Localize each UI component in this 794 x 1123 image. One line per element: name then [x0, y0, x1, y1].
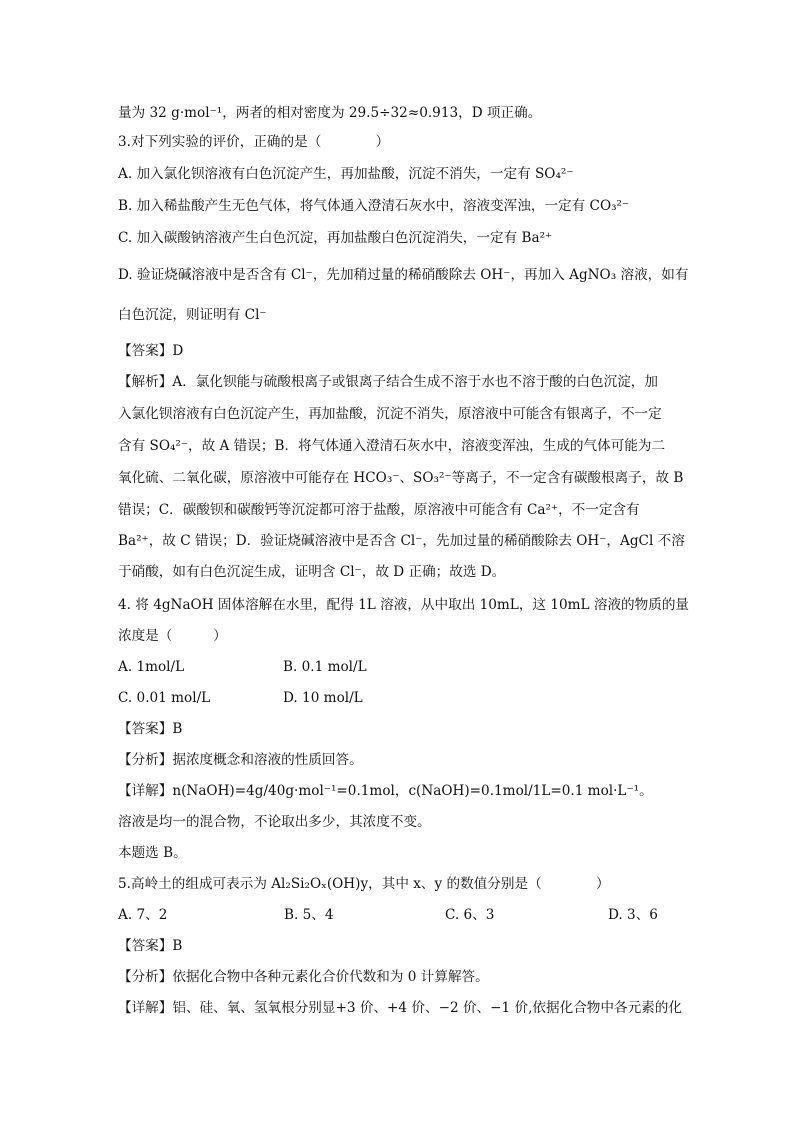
conclusion-line: 本题选 B。 — [118, 845, 187, 861]
explanation-line: 【解析】A．氯化钡能与硫酸根离子或银离子结合生成不溶于水也不溶于酸的白色沉淀，加 — [118, 374, 658, 390]
explanation-line: 错误；C．碳酸钡和碳酸钙等沉淀都可溶于盐酸，原溶液中可能含有 Ca²⁺，不一定含有 — [118, 502, 640, 518]
detail-line: 溶液是均一的混合物，不论取出多少，其浓度不变。 — [118, 814, 431, 830]
question-4-stem-cont: 浓度是（ ） — [118, 628, 227, 644]
analysis-line: 【分析】据浓度概念和溶液的性质回答。 — [118, 752, 363, 768]
explanation-line: 氧化硫、二氧化碳，原溶液中可能存在 HCO₃⁻、SO₃²⁻等离子，不一定含有碳酸根离子，故 B — [118, 470, 684, 486]
explanation-line: 含有 SO₄²⁻，故 A 错误；B．将气体通入澄清石灰水中，溶液变浑浊，生成的气体可能为二 — [118, 438, 666, 454]
question-3-option-c: C. 加入碳酸钠溶液产生白色沉淀，再加盐酸白色沉淀消失，一定有 Ba²⁺ — [118, 230, 553, 246]
answer-label: 【答案】B — [118, 721, 183, 737]
question-3-option-b: B. 加入稀盐酸产生无色气体，将气体通入澄清石灰水中，溶液变浑浊，一定有 CO₃²⁻ — [118, 198, 630, 214]
explanation-line: 于硝酸，如有白色沉淀生成，证明含 Cl⁻，故 D 正确；故选 D。 — [118, 564, 506, 580]
question-5-option-c: C. 6、3 — [445, 907, 495, 923]
question-4-option-a: A. 1mol/L — [118, 659, 185, 675]
detail-line: 【详解】铝、硅、氧、氢氧根分别显+3 价、+4 价、−2 价、−1 价,依据化合物中各元素的化 — [118, 1000, 682, 1016]
question-3-stem: 3.对下列实验的评价，正确的是（ ） — [118, 134, 390, 150]
explanation-line: 入氯化钡溶液有白色沉淀产生，再加盐酸，沉淀不消失，原溶液中可能含有银离子，不一定 — [118, 406, 662, 422]
explanation-line: Ba²⁺，故 C 错误；D．验证烧碱溶液中是否含 Cl⁻，先加过量的稀硝酸除去 OH⁻，AgCl 不溶 — [118, 533, 685, 549]
question-3-option-a: A. 加入氯化钡溶液有白色沉淀产生，再加盐酸，沉淀不消失，一定有 SO₄²⁻ — [118, 166, 574, 182]
question-4-option-c: C. 0.01 mol/L — [118, 690, 211, 706]
question-4-option-d: D. 10 mol/L — [283, 690, 363, 706]
question-5-option-b: B. 5、4 — [284, 907, 334, 923]
answer-label: 【答案】B — [118, 938, 183, 954]
answer-label: 【答案】D — [118, 343, 184, 359]
question-4-option-b: B. 0.1 mol/L — [283, 659, 367, 675]
question-5-stem: 5.高岭土的组成可表示为 Al₂Si₂Oₓ(OH)y，其中 x、y 的数值分别是（ ） — [118, 876, 610, 892]
text-line: 量为 32 g·mol⁻¹，两者的相对密度为 29.5÷32≈0.913，D 项正确。 — [118, 105, 542, 121]
question-5-option-a: A. 7、2 — [118, 907, 168, 923]
question-5-option-d: D. 3、6 — [608, 907, 658, 923]
question-3-option-d-cont: 白色沉淀，则证明有 Cl⁻ — [118, 307, 267, 323]
question-3-option-d: D. 验证烧碱溶液中是否含有 Cl⁻，先加稍过量的稀硝酸除去 OH⁻，再加入 AgNO₃ 溶液，如有 — [118, 267, 689, 283]
question-4-stem: 4. 将 4gNaOH 固体溶解在水里，配得 1L 溶液，从中取出 10mL，这 10mL 溶液的物质的量 — [118, 597, 690, 613]
detail-line: 【详解】n(NaOH)=4g/40g·mol⁻¹=0.1mol，c(NaOH)=0.1mol/1L=0.1 mol·L⁻¹。 — [118, 783, 653, 799]
analysis-line: 【分析】依据化合物中各种元素化合价代数和为 0 计算解答。 — [118, 969, 489, 985]
